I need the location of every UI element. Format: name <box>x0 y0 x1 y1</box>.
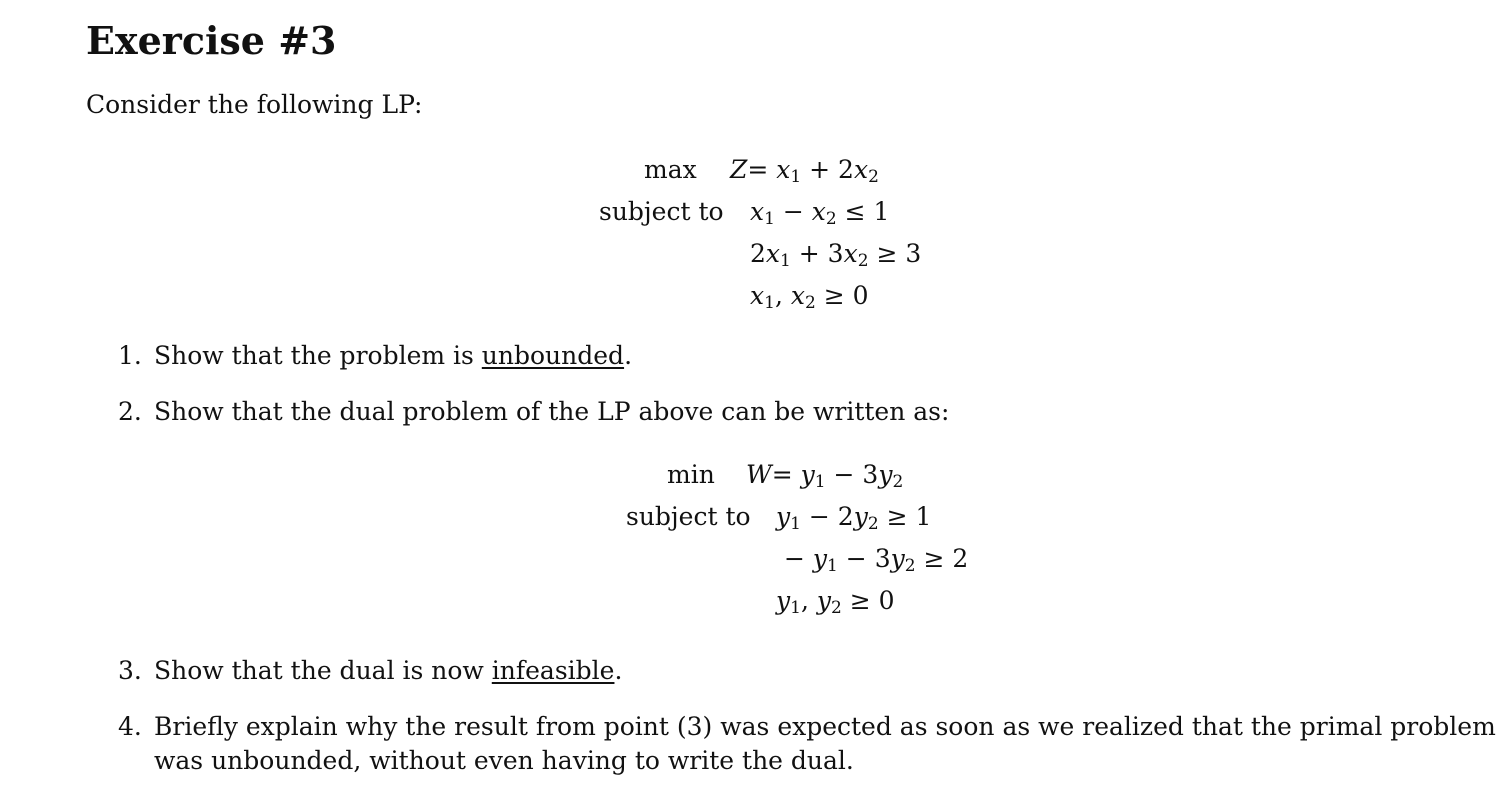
dual-subject-label: subject to <box>626 502 751 531</box>
item-text-before: Show that the problem is <box>154 341 482 370</box>
item-text-after: . <box>624 341 633 370</box>
item-text <box>154 656 622 685</box>
primal-constraint-2: $2x_1 + 3x_2 \ge 3$ <box>750 239 922 271</box>
item-text-before: Show that the dual is now <box>154 656 492 685</box>
dual-objective <box>746 460 904 492</box>
primal-max-label: max <box>644 155 697 184</box>
dual-constraint-2: − $y_1 - 3y_2 \ge 2$ <box>784 544 969 576</box>
intro-text: Consider the following LP: <box>86 90 423 119</box>
dual-constraint-1: $y_1 - 2y_2 \ge 1$ <box>776 502 932 534</box>
item-text: Show that the dual problem of the LP above can be written as: <box>154 397 950 426</box>
item-number: 1. <box>118 341 142 370</box>
item-text-line-1: Briefly explain why the result from point (3) was expected as soon as we realized that the primal problem <box>154 712 1496 741</box>
item-number: 2. <box>118 397 142 426</box>
item-text-line-2: was unbounded, without even having to write the dual. <box>154 746 854 775</box>
item-text-after: . <box>614 656 623 685</box>
item-number: 4. <box>118 712 142 741</box>
exercise-title: Exercise #3 <box>86 18 337 63</box>
dual-nonnegativity: $y_1$, $y_2 \ge 0$ <box>776 586 895 618</box>
primal-constraint-1: $x_1 - x_2 \le 1$ <box>750 197 890 229</box>
primal-subject-label: subject to <box>599 197 724 226</box>
underlined-term-infeasible: infeasible <box>491 656 615 685</box>
item-number: 3. <box>118 656 142 685</box>
dual-objective-expr: = $y_1 - 3y_2$ <box>771 460 904 492</box>
primal-objective-var: Z <box>730 155 748 184</box>
primal-nonnegativity: $x_1$, $x_2 \ge 0$ <box>750 281 869 313</box>
primal-objective-expr: = $x_1 + 2x_2$ <box>747 155 879 187</box>
dual-objective-var: W <box>746 460 772 489</box>
dual-min-label: min <box>667 460 715 489</box>
underlined-term-unbounded: unbounded <box>481 341 625 370</box>
